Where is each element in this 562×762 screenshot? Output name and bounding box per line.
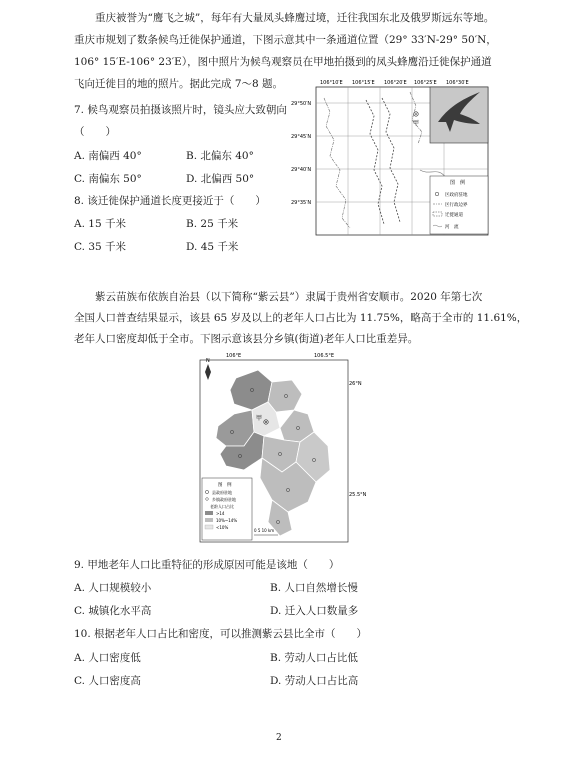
- ziyun-county-map: [196, 350, 368, 545]
- passage2-line-3: 老年人口密度却低于全市。下图示意该县分乡镇(街道)老年人口比重差异。: [74, 333, 419, 345]
- map2-legend-item-4: >14: [216, 511, 225, 516]
- question-8-option-c: C. 35 千米: [74, 241, 127, 253]
- map1-legend-item-4: 河 流: [445, 225, 459, 230]
- question-10-option-b: B. 劳动人口占比低: [270, 652, 358, 664]
- map1-lat-label-1: 29°50′N: [291, 101, 312, 107]
- question-8-option-a: A. 15 千米: [74, 218, 126, 230]
- map2-lon-label-1: 106°E: [226, 353, 242, 359]
- passage1-line-3: 106° 15′E-106° 23′E），图中照片为候鸟观察员在甲地拍摄到的凤头蜂鹰沿迁徙保护通道: [74, 56, 492, 68]
- map1-lat-label-2: 29°45′N: [291, 134, 312, 140]
- question-7-option-c: C. 南偏东 50°: [74, 173, 142, 185]
- map2-legend-title: 图 例: [218, 483, 232, 488]
- question-8-option-b: B. 25 千米: [186, 218, 239, 230]
- map2-lon-label-2: 106.5°E: [314, 353, 334, 359]
- map2-legend-item-6: <10%: [216, 525, 229, 530]
- map2-legend-item-5: 10%~14%: [216, 518, 238, 523]
- map1-lon-label-2: 106°15′E: [352, 80, 375, 86]
- question-9-option-d: D. 迁入人口数量多: [270, 605, 359, 617]
- passage1-line-4: 飞向迁徙目的地的照片。据此完成 7～8 题。: [74, 78, 284, 90]
- map2-legend-item-3: 老龄人口占比: [210, 504, 234, 509]
- question-9-option-a: A. 人口规模较小: [74, 582, 152, 594]
- question-10-option-c: C. 人口密度高: [74, 675, 141, 687]
- question-10-option-a: A. 人口密度低: [74, 652, 141, 664]
- question-9-stem: 9. 甲地老年人口比重特征的形成原因可能是该地（ ）: [74, 559, 340, 571]
- map2-legend: [202, 478, 252, 540]
- question-9-option-c: C. 城镇化水平高: [74, 605, 152, 617]
- eagle-photo: [430, 87, 488, 143]
- map1-legend: [430, 176, 488, 234]
- map1-legend-item-1: 区政府驻地: [445, 193, 468, 198]
- map2-legend-item-1: 县政府驻地: [212, 490, 232, 495]
- map1-lon-label-3: 106°20′E: [384, 80, 407, 86]
- map1-lon-label-4: 106°25′E: [414, 80, 437, 86]
- map2-legend-item-2: 乡镇政府驻地: [212, 497, 236, 502]
- map1-lon-label-5: 106°30′E: [446, 80, 469, 86]
- map1-lat-label-3: 29°40′N: [291, 167, 312, 173]
- map2-lat-label-1: 26°N: [349, 381, 362, 387]
- question-7-paren: （ ）: [74, 126, 116, 138]
- map2-place-label: 甲: [256, 415, 263, 422]
- map1-legend-item-3: 迁徙通道: [445, 213, 463, 218]
- map1-legend-item-2: 区行政边界: [445, 203, 468, 208]
- question-8-option-d: D. 45 千米: [186, 241, 239, 253]
- map2-north-label: N: [206, 358, 210, 364]
- map2-lat-label-2: 25.5°N: [349, 492, 367, 498]
- map1-lat-label-4: 29°35′N: [291, 200, 312, 206]
- question-9-option-b: B. 人口自然增长慢: [270, 582, 358, 594]
- page-number: 2: [276, 733, 282, 743]
- map1-legend-title: 图 例: [450, 180, 466, 186]
- map2-scale-label: 0 5 10 km: [254, 528, 275, 533]
- question-7-option-a: A. 南偏西 40°: [74, 150, 142, 162]
- passage1-line-1: 重庆被誉为“鹰飞之城”，每年有大量凤头蜂鹰过境，迁往我国东北及俄罗斯远东等地。: [95, 12, 495, 24]
- passage2-line-2: 全国人口普查结果显示，该县 65 岁及以上的老年人口占比为 11.75%，略高于全市的 11.61%，: [74, 312, 528, 324]
- question-7-stem: 7. 候鸟观察员拍摄该照片时，镜头应大致朝向: [74, 104, 287, 116]
- migration-corridor-map: [290, 78, 490, 238]
- question-7-option-b: B. 北偏东 40°: [186, 150, 254, 162]
- passage1-line-2: 重庆市规划了数条候鸟迁徙保护通道，下图示意其中一条通道位置（29° 33′N-29° 50′N，: [74, 34, 497, 46]
- question-10-option-d: D. 劳动人口占比高: [270, 675, 359, 687]
- map1-place-label: 甲: [413, 120, 420, 127]
- question-10-stem: 10. 根据老年人口占比和密度，可以推测紫云县比全市（ ）: [74, 628, 368, 640]
- question-7-option-d: D. 北偏西 50°: [186, 173, 255, 185]
- map1-lon-label-1: 106°10′E: [320, 80, 343, 86]
- question-8-stem: 8. 该迁徙保护通道长度更接近于（ ）: [74, 195, 266, 207]
- passage2-line-1: 紫云苗族布依族自治县（以下简称“紫云县”）隶属于贵州省安顺市。2020 年第七次: [95, 291, 483, 303]
